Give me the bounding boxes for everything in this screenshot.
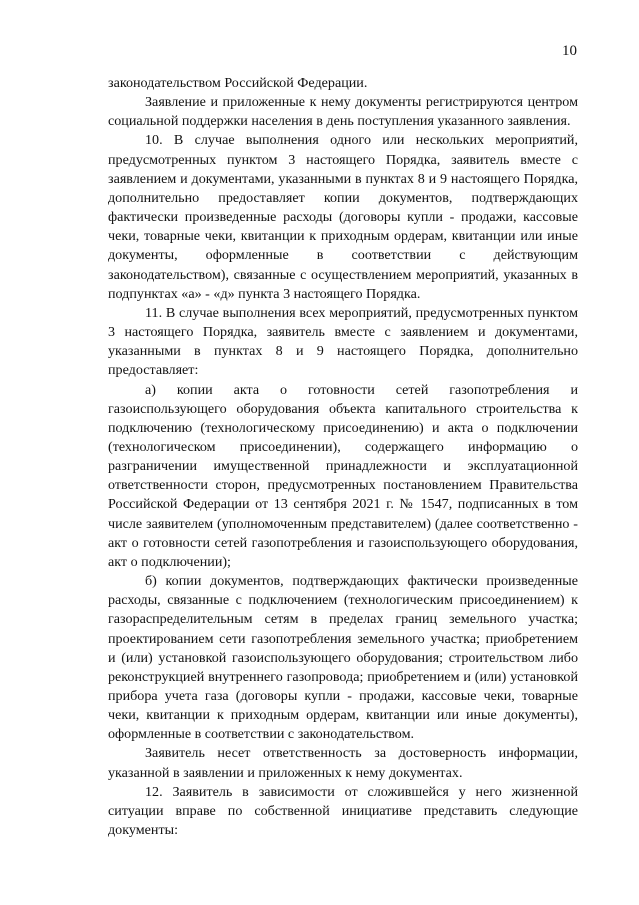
paragraph-subitem-a: а) копии акта о готовности сетей газопотребления и газоиспользующего оборудования объекта капитального строительства к подключению (технологическому присоединению) и акта о подключении (технологическом присоединении), содержащего информацию о разграничении имущественной принадлежности и эксплуатационной ответственности сторон, предусмотренных постановлением Правительства Российской Федерации от 13 сентября 2021 г. № 1547, подписанных в том числе заявителем (уполномоченным представителем) (далее соответственно - акт о готовности сетей газопотребления и газоиспользующего оборудования, акт о подключении); <box>108 381 578 570</box>
paragraph-item-11: 11. В случае выполнения всех мероприятий, предусмотренных пунктом 3 настоящего Порядка, заявитель вместе с заявлением и документами, указанными в пунктах 8 и 9 настоящего Порядка, дополнительно предоставляет: <box>108 304 578 379</box>
paragraph-item-12: 12. Заявитель в зависимости от сложившейся у него жизненной ситуации вправе по собственной инициативе представить следующие документы: <box>108 783 578 839</box>
paragraph-responsibility: Заявитель несет ответственность за достоверность информации, указанной в заявлении и приложенных к нему документах. <box>108 745 578 781</box>
paragraph-subitem-b: б) копии документов, подтверждающих фактически произведенные расходы, связанные с подключением (технологическим присоединением) к газораспределительным сетям в пределах границ земельного участка; проектированием сети газопотребления земельного участка; приобретением и (или) установкой газоиспользующего оборудования; строительством либо реконструкцией внутреннего газопровода; приобретением и (или) установкой прибора учета газа (договоры купли - продажи, кассовые чеки, товарные чеки, квитанции к приходным ордерам, квитанции или иные документы), оформленные в соответствии с законодательством. <box>108 573 578 743</box>
paragraph-item-10: 10. В случае выполнения одного или нескольких мероприятий, предусмотренных пунктом 3 настоящего Порядка, заявитель вместе с заявлением и документами, указанными в пунктах 8 и 9 настоящего Порядка, дополнительно предоставляет копии документов, подтверждающих фактически произведенные расходы (договоры купли - продажи, кассовые чеки, товарные чеки, квитанции к приходным ордерам, квитанции или иные документы, оформленные в соответствии с действующим законодательством), связанные с осуществлением мероприятий, указанных в подпунктах «а» - «д» пункта 3 настоящего Порядка. <box>108 132 578 302</box>
document-body <box>108 74 578 840</box>
paragraph-registration: Заявление и приложенные к нему документы регистрируются центром социальной поддержки населения в день поступления указанного заявления. <box>108 94 578 130</box>
paragraph-continuation: законодательством Российской Федерации. <box>108 75 368 91</box>
page-number: 10 <box>562 43 577 59</box>
